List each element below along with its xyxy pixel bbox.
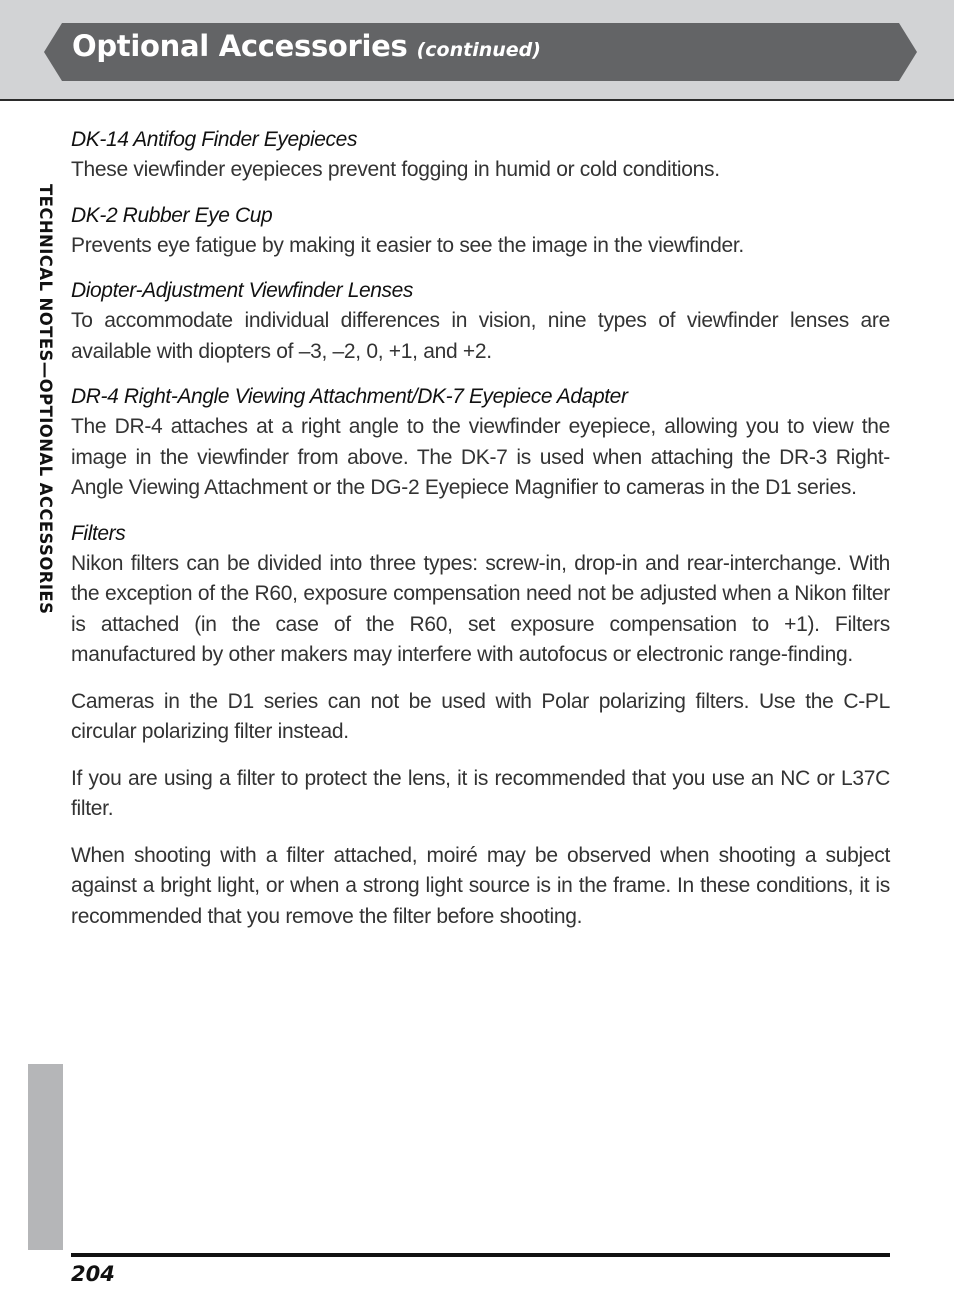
section-body-diopter: To accommodate individual differences in vision, nine types of viewfinder lenses are available with diopters of –3, –2, 0, +1, and +2.	[71, 309, 890, 363]
section-body-dk14: These viewfinder eyepieces prevent fogging in humid or cold conditions.	[71, 158, 720, 181]
section-title-diopter: Diopter-Adjustment Viewfinder Lenses	[71, 279, 414, 302]
page-title-continued: (continued)	[416, 39, 541, 61]
header-banner	[44, 23, 917, 81]
side-tab-label: TECHNICAL NOTES—OPTIONAL ACCESSORIES	[36, 184, 55, 615]
filters-paragraph: Nikon filters can be divided into three types: screw-in, drop-in and rear-interchange. With the exception of the R60, exposure compensation need not be adjusted when a Nikon filter is attached (in the case of the R60, set exposure compensation to +1). Filters manufactured by other makers may interfere with autofocus or electronic range-finding.	[71, 551, 890, 666]
page-title-main: Optional Accessories	[72, 29, 408, 63]
section-title-dk2: DK-2 Rubber Eye Cup	[71, 203, 273, 227]
section-body-dk2: Prevents eye fatigue by making it easier to see the image in the viewfinder.	[71, 233, 744, 257]
section-body-dr4: The DR-4 attaches at a right angle to the viewfinder eyepiece, allowing you to view the image in the viewfinder from above. The DK-7 is used when attaching the DR-3 Right-Angle Viewing Attachment or the DG-2 Eyepiece Magnifier to cameras in the D1 series.	[71, 415, 890, 499]
filters-paragraph: Cameras in the D1 series can not be used with Polar polarizing filters. Use the C-PL circular polarizing filter instead.	[71, 689, 890, 743]
section-title-filters: Filters	[71, 521, 126, 545]
section-title-dr4: DR-4 Right-Angle Viewing Attachment/DK-7 Eyepiece Adapter	[71, 385, 628, 408]
page-title	[72, 29, 541, 63]
footer-rule	[71, 1253, 890, 1257]
header-band	[0, 0, 954, 101]
page-number: 204	[71, 1262, 115, 1286]
main-content	[71, 125, 890, 932]
filters-paragraph: When shooting with a filter attached, moiré may be observed when shooting a subject against a bright light, or when a strong light source is in the frame. In these conditions, it is recommended that you remove the filter before shooting.	[71, 843, 890, 928]
section-title-dk14: DK-14 Antifog Finder Eyepieces	[71, 128, 358, 151]
filters-paragraph: If you are using a filter to protect the lens, it is recommended that you use an NC or L37C filter.	[71, 766, 890, 820]
